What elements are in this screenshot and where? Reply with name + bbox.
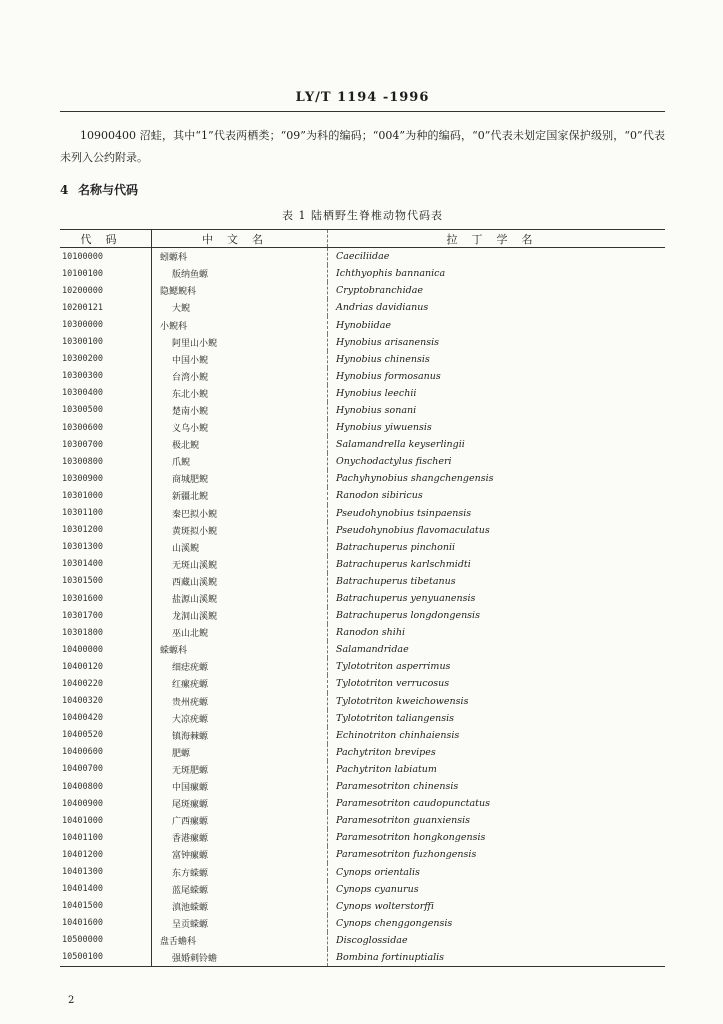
latin-name-cell: Tylototriton asperrimus (336, 661, 451, 673)
table-row (60, 590, 665, 607)
table-row (60, 744, 665, 761)
latin-name-cell: Tylototriton verrucosus (336, 678, 450, 690)
latin-name-cell: Hynobius leechii (336, 387, 417, 399)
chinese-name-cell: 商城肥鲵 (152, 470, 328, 487)
chinese-name-cell: 蓝尾蝾螈 (152, 881, 328, 898)
chinese-name-cell: 大凉疣螈 (152, 710, 328, 727)
chinese-name-cell: 蚓螈科 (152, 248, 328, 266)
code-cell: 10401400 (60, 881, 152, 898)
latin-name-cell: Paramesotriton fuzhongensis (336, 849, 477, 861)
latin-name-cell: Batrachuperus tibetanus (336, 575, 456, 587)
table-row (60, 402, 665, 419)
table-row (60, 915, 665, 932)
latin-name-cell: Batrachuperus longdongensis (336, 610, 480, 622)
table-row (60, 693, 665, 710)
latin-name-cell: Paramesotriton caudopunctatus (336, 798, 490, 810)
latin-name-cell: Cynops wolterstorffi (336, 900, 435, 912)
code-cell: 10300200 (60, 351, 152, 368)
section-number: 4 (60, 183, 69, 197)
code-cell: 10401500 (60, 898, 152, 915)
table-row (60, 641, 665, 658)
latin-name-cell: Hynobius formosanus (336, 370, 441, 382)
chinese-name-cell: 广西瘰螈 (152, 812, 328, 829)
table-row (60, 419, 665, 436)
table-row (60, 624, 665, 641)
code-cell: 10400800 (60, 778, 152, 795)
code-cell: 10400900 (60, 795, 152, 812)
latin-name-cell: Tylototriton taliangensis (336, 712, 455, 724)
chinese-name-cell: 版纳鱼螈 (152, 265, 328, 282)
chinese-name-cell: 盘舌蟾科 (152, 932, 328, 949)
code-cell: 10400600 (60, 744, 152, 761)
code-cell: 10301300 (60, 539, 152, 556)
code-cell: 10401000 (60, 812, 152, 829)
code-cell: 10301700 (60, 607, 152, 624)
chinese-name-cell: 台湾小鲵 (152, 368, 328, 385)
chinese-name-cell: 富钟瘰螈 (152, 846, 328, 863)
chinese-name-cell: 极北鲵 (152, 436, 328, 453)
table-header-row (60, 230, 665, 248)
latin-name-cell: Pachytriton labiatum (336, 763, 437, 775)
table-row (60, 505, 665, 522)
table-row (60, 522, 665, 539)
header-latin-name: 拉丁学名 (328, 230, 666, 248)
table-row (60, 795, 665, 812)
chinese-name-cell: 义乌小鲵 (152, 419, 328, 436)
code-cell: 10400700 (60, 761, 152, 778)
latin-name-cell: Salamandrella keyserlingii (336, 439, 465, 451)
code-cell: 10400420 (60, 710, 152, 727)
latin-name-cell: Pseudohynobius tsinpaensis (336, 507, 472, 519)
latin-name-cell: Paramesotriton hongkongensis (336, 832, 486, 844)
table-row (60, 487, 665, 504)
species-code-table (60, 229, 665, 967)
latin-name-cell: Paramesotriton chinensis (336, 781, 459, 793)
table-row (60, 778, 665, 795)
code-cell: 10400320 (60, 693, 152, 710)
latin-name-cell: Cynops cyanurus (336, 883, 419, 895)
latin-name-cell: Onychodactylus fischeri (336, 456, 452, 468)
code-cell: 10200000 (60, 282, 152, 299)
chinese-name-cell: 小鲵科 (152, 316, 328, 333)
chinese-name-cell: 镇海棘螈 (152, 727, 328, 744)
chinese-name-cell: 楚南小鲵 (152, 402, 328, 419)
latin-name-cell: Paramesotriton guanxiensis (336, 815, 471, 827)
chinese-name-cell: 大鲵 (152, 299, 328, 316)
page-number: 2 (68, 995, 75, 1006)
code-cell: 10401100 (60, 829, 152, 846)
table-row (60, 351, 665, 368)
code-cell: 10300100 (60, 334, 152, 351)
chinese-name-cell: 阿里山小鲵 (152, 334, 328, 351)
table-row (60, 675, 665, 692)
chinese-name-cell: 秦巴拟小鲵 (152, 505, 328, 522)
chinese-name-cell: 细痣疣螈 (152, 658, 328, 675)
table-row (60, 282, 665, 299)
table-row (60, 658, 665, 675)
latin-name-cell: Batrachuperus pinchonii (336, 541, 456, 553)
latin-name-cell: Pachytriton brevipes (336, 746, 436, 758)
chinese-name-cell: 西藏山溪鲵 (152, 573, 328, 590)
table-row (60, 368, 665, 385)
latin-name-cell: Echinotriton chinhaiensis (336, 729, 460, 741)
table-row (60, 727, 665, 744)
code-cell: 10400120 (60, 658, 152, 675)
code-cell: 10300800 (60, 453, 152, 470)
table-row (60, 573, 665, 590)
chinese-name-cell: 肥螈 (152, 744, 328, 761)
code-cell: 10401600 (60, 915, 152, 932)
latin-name-cell: Batrachuperus yenyuanensis (336, 593, 476, 605)
table-row (60, 385, 665, 402)
table-row (60, 829, 665, 846)
chinese-name-cell: 香港瘰螈 (152, 829, 328, 846)
chinese-name-cell: 无斑肥螈 (152, 761, 328, 778)
table-row (60, 316, 665, 333)
table-row (60, 470, 665, 487)
table-row (60, 248, 665, 266)
chinese-name-cell: 红瘰疣螈 (152, 675, 328, 692)
code-cell: 10301400 (60, 556, 152, 573)
header-code: 代码 (60, 230, 152, 248)
table-row (60, 265, 665, 282)
code-cell: 10400520 (60, 727, 152, 744)
chinese-name-cell: 呈贡蝾螈 (152, 915, 328, 932)
latin-name-cell: Ichthyophis bannanica (336, 268, 446, 280)
table-row (60, 334, 665, 351)
latin-name-cell: Hynobius arisanensis (336, 336, 440, 348)
code-cell: 10300500 (60, 402, 152, 419)
table-row (60, 710, 665, 727)
code-cell: 10300700 (60, 436, 152, 453)
chinese-name-cell: 强婚刺铃蟾 (152, 949, 328, 967)
chinese-name-cell: 龙洞山溪鲵 (152, 607, 328, 624)
latin-name-cell: Cynops chenggongensis (336, 917, 453, 929)
chinese-name-cell: 东方蝾螈 (152, 863, 328, 880)
table-row (60, 436, 665, 453)
latin-name-cell: Hynobiidae (336, 319, 392, 331)
table-caption: 表 1 陆栖野生脊椎动物代码表 (282, 209, 443, 222)
table-row (60, 453, 665, 470)
chinese-name-cell: 中国瘰螈 (152, 778, 328, 795)
code-cell: 10401200 (60, 846, 152, 863)
latin-name-cell: Ranodon sibiricus (336, 490, 423, 502)
code-cell: 10300300 (60, 368, 152, 385)
table-row (60, 881, 665, 898)
code-cell: 10100000 (60, 248, 152, 266)
table-row (60, 299, 665, 316)
code-cell: 10301100 (60, 505, 152, 522)
latin-name-cell: Ranodon shihi (336, 627, 406, 639)
code-cell: 10401300 (60, 863, 152, 880)
section-title: 名称与代码 (78, 183, 139, 197)
code-cell: 10100100 (60, 265, 152, 282)
chinese-name-cell: 贵州疣螈 (152, 693, 328, 710)
table-row (60, 898, 665, 915)
table-row (60, 932, 665, 949)
latin-name-cell: Batrachuperus karlschmidti (336, 558, 471, 570)
chinese-name-cell: 黄斑拟小鲵 (152, 522, 328, 539)
chinese-name-cell: 东北小鲵 (152, 385, 328, 402)
chinese-name-cell: 滇池蝾螈 (152, 898, 328, 915)
code-cell: 10300000 (60, 316, 152, 333)
code-cell: 10301200 (60, 522, 152, 539)
latin-name-cell: Discoglossidae (336, 934, 408, 946)
latin-name-cell: Caeciliidae (336, 251, 390, 263)
chinese-name-cell: 山溪鲵 (152, 539, 328, 556)
latin-name-cell: Bombina fortinuptialis (336, 951, 445, 963)
table-row (60, 863, 665, 880)
latin-name-cell: Hynobius sonani (336, 404, 417, 416)
header-rule (60, 111, 665, 112)
table-row (60, 761, 665, 778)
latin-name-cell: Cryptobranchidae (336, 285, 424, 297)
latin-name-cell: Pseudohynobius flavomaculatus (336, 524, 490, 536)
table-row (60, 539, 665, 556)
standard-header: LY/T 1194 -1996 (295, 90, 430, 105)
latin-name-cell: Salamandridae (336, 644, 409, 656)
code-explanation-paragraph: 10900400 沼蛙，其中“1”代表两栖类；“09”为科的编码；“004”为种的编码，“0”代表未划定国家保护级别，“0”代表未列入公约附录。 (60, 129, 665, 164)
latin-name-cell: Tylototriton kweichowensis (336, 695, 469, 707)
chinese-name-cell: 蝾螈科 (152, 641, 328, 658)
latin-name-cell: Cynops orientalis (336, 866, 420, 878)
chinese-name-cell: 隐鳃鲵科 (152, 282, 328, 299)
chinese-name-cell: 新疆北鲵 (152, 487, 328, 504)
chinese-name-cell: 巫山北鲵 (152, 624, 328, 641)
chinese-name-cell: 尾斑瘰螈 (152, 795, 328, 812)
chinese-name-cell: 盐源山溪鲵 (152, 590, 328, 607)
chinese-name-cell: 爪鲵 (152, 453, 328, 470)
table-row (60, 607, 665, 624)
code-cell: 10200121 (60, 299, 152, 316)
code-cell: 10500100 (60, 949, 152, 967)
code-cell: 10400220 (60, 675, 152, 692)
code-cell: 10300400 (60, 385, 152, 402)
code-cell: 10301800 (60, 624, 152, 641)
chinese-name-cell: 无斑山溪鲵 (152, 556, 328, 573)
latin-name-cell: Hynobius chinensis (336, 353, 430, 365)
latin-name-cell: Andrias davidianus (336, 302, 429, 314)
code-cell: 10301000 (60, 487, 152, 504)
table-row (60, 949, 665, 967)
code-cell: 10301600 (60, 590, 152, 607)
table-body (60, 248, 665, 967)
latin-name-cell: Hynobius yiwuensis (336, 422, 432, 434)
code-cell: 10301500 (60, 573, 152, 590)
table-row (60, 556, 665, 573)
header-chinese-name: 中文名 (152, 230, 328, 248)
section-heading (60, 181, 138, 198)
table-row (60, 812, 665, 829)
latin-name-cell: Pachyhynobius shangchengensis (336, 473, 494, 485)
code-cell: 10300900 (60, 470, 152, 487)
code-cell: 10300600 (60, 419, 152, 436)
table-row (60, 846, 665, 863)
chinese-name-cell: 中国小鲵 (152, 351, 328, 368)
code-cell: 10400000 (60, 641, 152, 658)
code-cell: 10500000 (60, 932, 152, 949)
